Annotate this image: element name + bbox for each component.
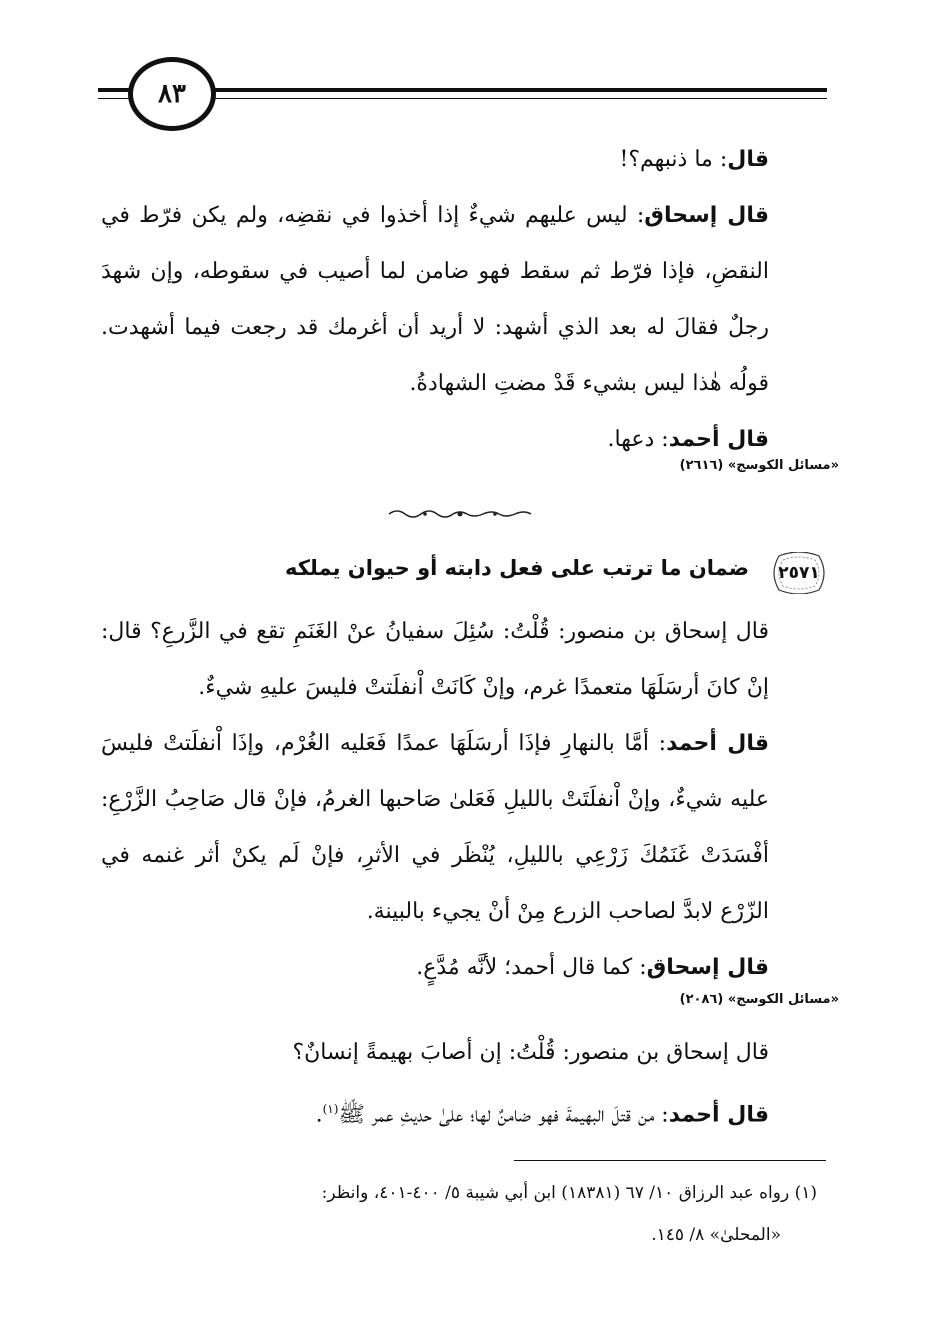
header-rule (205, 88, 827, 99)
paragraph: قال: ما ذنبهم؟! (619, 147, 769, 172)
block-1 (101, 132, 817, 468)
ornament-divider (385, 508, 535, 520)
footnote-ref: (١) (322, 1102, 339, 1116)
paragraph: قال أحمد: من قتلَ البهيمةَ فهو ضامنٌ لها؛ علىٰ حديثِ عمر ﷺ$^{(١)}$. (315, 1102, 769, 1128)
footnote-rule (514, 1160, 826, 1161)
paragraph: قال إسحاق بن منصور: قُلْتُ: سُئِلَ سفيانُ عنْ الغَنَمِ تقع في الزَّرعِ؟ قال: إنْ كانَ أرسَلَهَا متعمدًا غرم، وإنْ كَانَتْ اْنفلَتتْ فليسَ عليهِ شيءٌ. (101, 619, 769, 700)
paragraph: قال إسحاق بن منصور: قُلْتُ: إن أصابَ بهيمةً إنسانٌ؟ (292, 1040, 769, 1065)
source-citation: «مسائل الكوسج» (٢٠٨٦) (679, 992, 839, 1007)
paragraph: قال إسحاق: ليس عليهم شيءٌ إذا أخذوا في نقضِه، ولم يكن فرّط في النقضِ، فإذا فرّط ثم سقط فهو ضامن لما أصيب في سقوطه، وإن شهدَ رجلٌ فقالَ له بعد الذي أشهد: لا أريد أن أغرمك قد رجعت فيما أشهدت. قولُه هٰذا ليس بشيء قَدْ مضتِ الشهادةُ. (101, 203, 769, 396)
footnote (101, 1172, 817, 1256)
section-number: ٢٥٧١ (778, 563, 820, 583)
section-heading (99, 552, 829, 598)
block-3 (101, 1025, 817, 1143)
section-title: ضمان ما ترتب على فعل دابته أو حيوان يملكه (284, 556, 749, 580)
page-number: ٨٣ (128, 57, 216, 131)
paragraph: قال إسحاق: كما قال أحمد؛ لأنَّه مُدَّعٍ. (416, 955, 769, 980)
footnote-line: (١) رواه عبد الرزاق ١٠/ ٦٧ (١٨٣٨١) ابن أبي شيبة ٥/ ٤٠٠-٤٠١، وانظر: (321, 1183, 817, 1203)
footnote-line: «المحلىٰ» ٨/ ١٤٥. (651, 1225, 781, 1245)
paragraph: قال أحمد: أمَّا بالنهارِ فإذَا أرسَلَهَا عمدًا فَعَليه الغُرْم، وإذَا اْنفلَتتْ فليسَ عليه شيءٌ، وإنْ اْنفلَتَتْ بالليلِ فَعَلىٰ صَاحبها الغرمُ، فإنْ قال صَاحِبُ الزَّرْعِ: أفْسَدَتْ غَنَمُكَ زَرْعِي بالليلِ، يُنْظَر في الأثرِ، فإنْ لَم يكنْ أثر غنمه في الزّرْع لابدَّ لصاحب الزرع مِنْ أنْ يجيء بالبينة. (101, 731, 769, 924)
block-2 (101, 604, 817, 996)
header-rule-left (98, 88, 132, 99)
paragraph: قال أحمد: دعها. (607, 427, 769, 452)
source-citation: «مسائل الكوسج» (٢٦١٦) (679, 458, 839, 473)
